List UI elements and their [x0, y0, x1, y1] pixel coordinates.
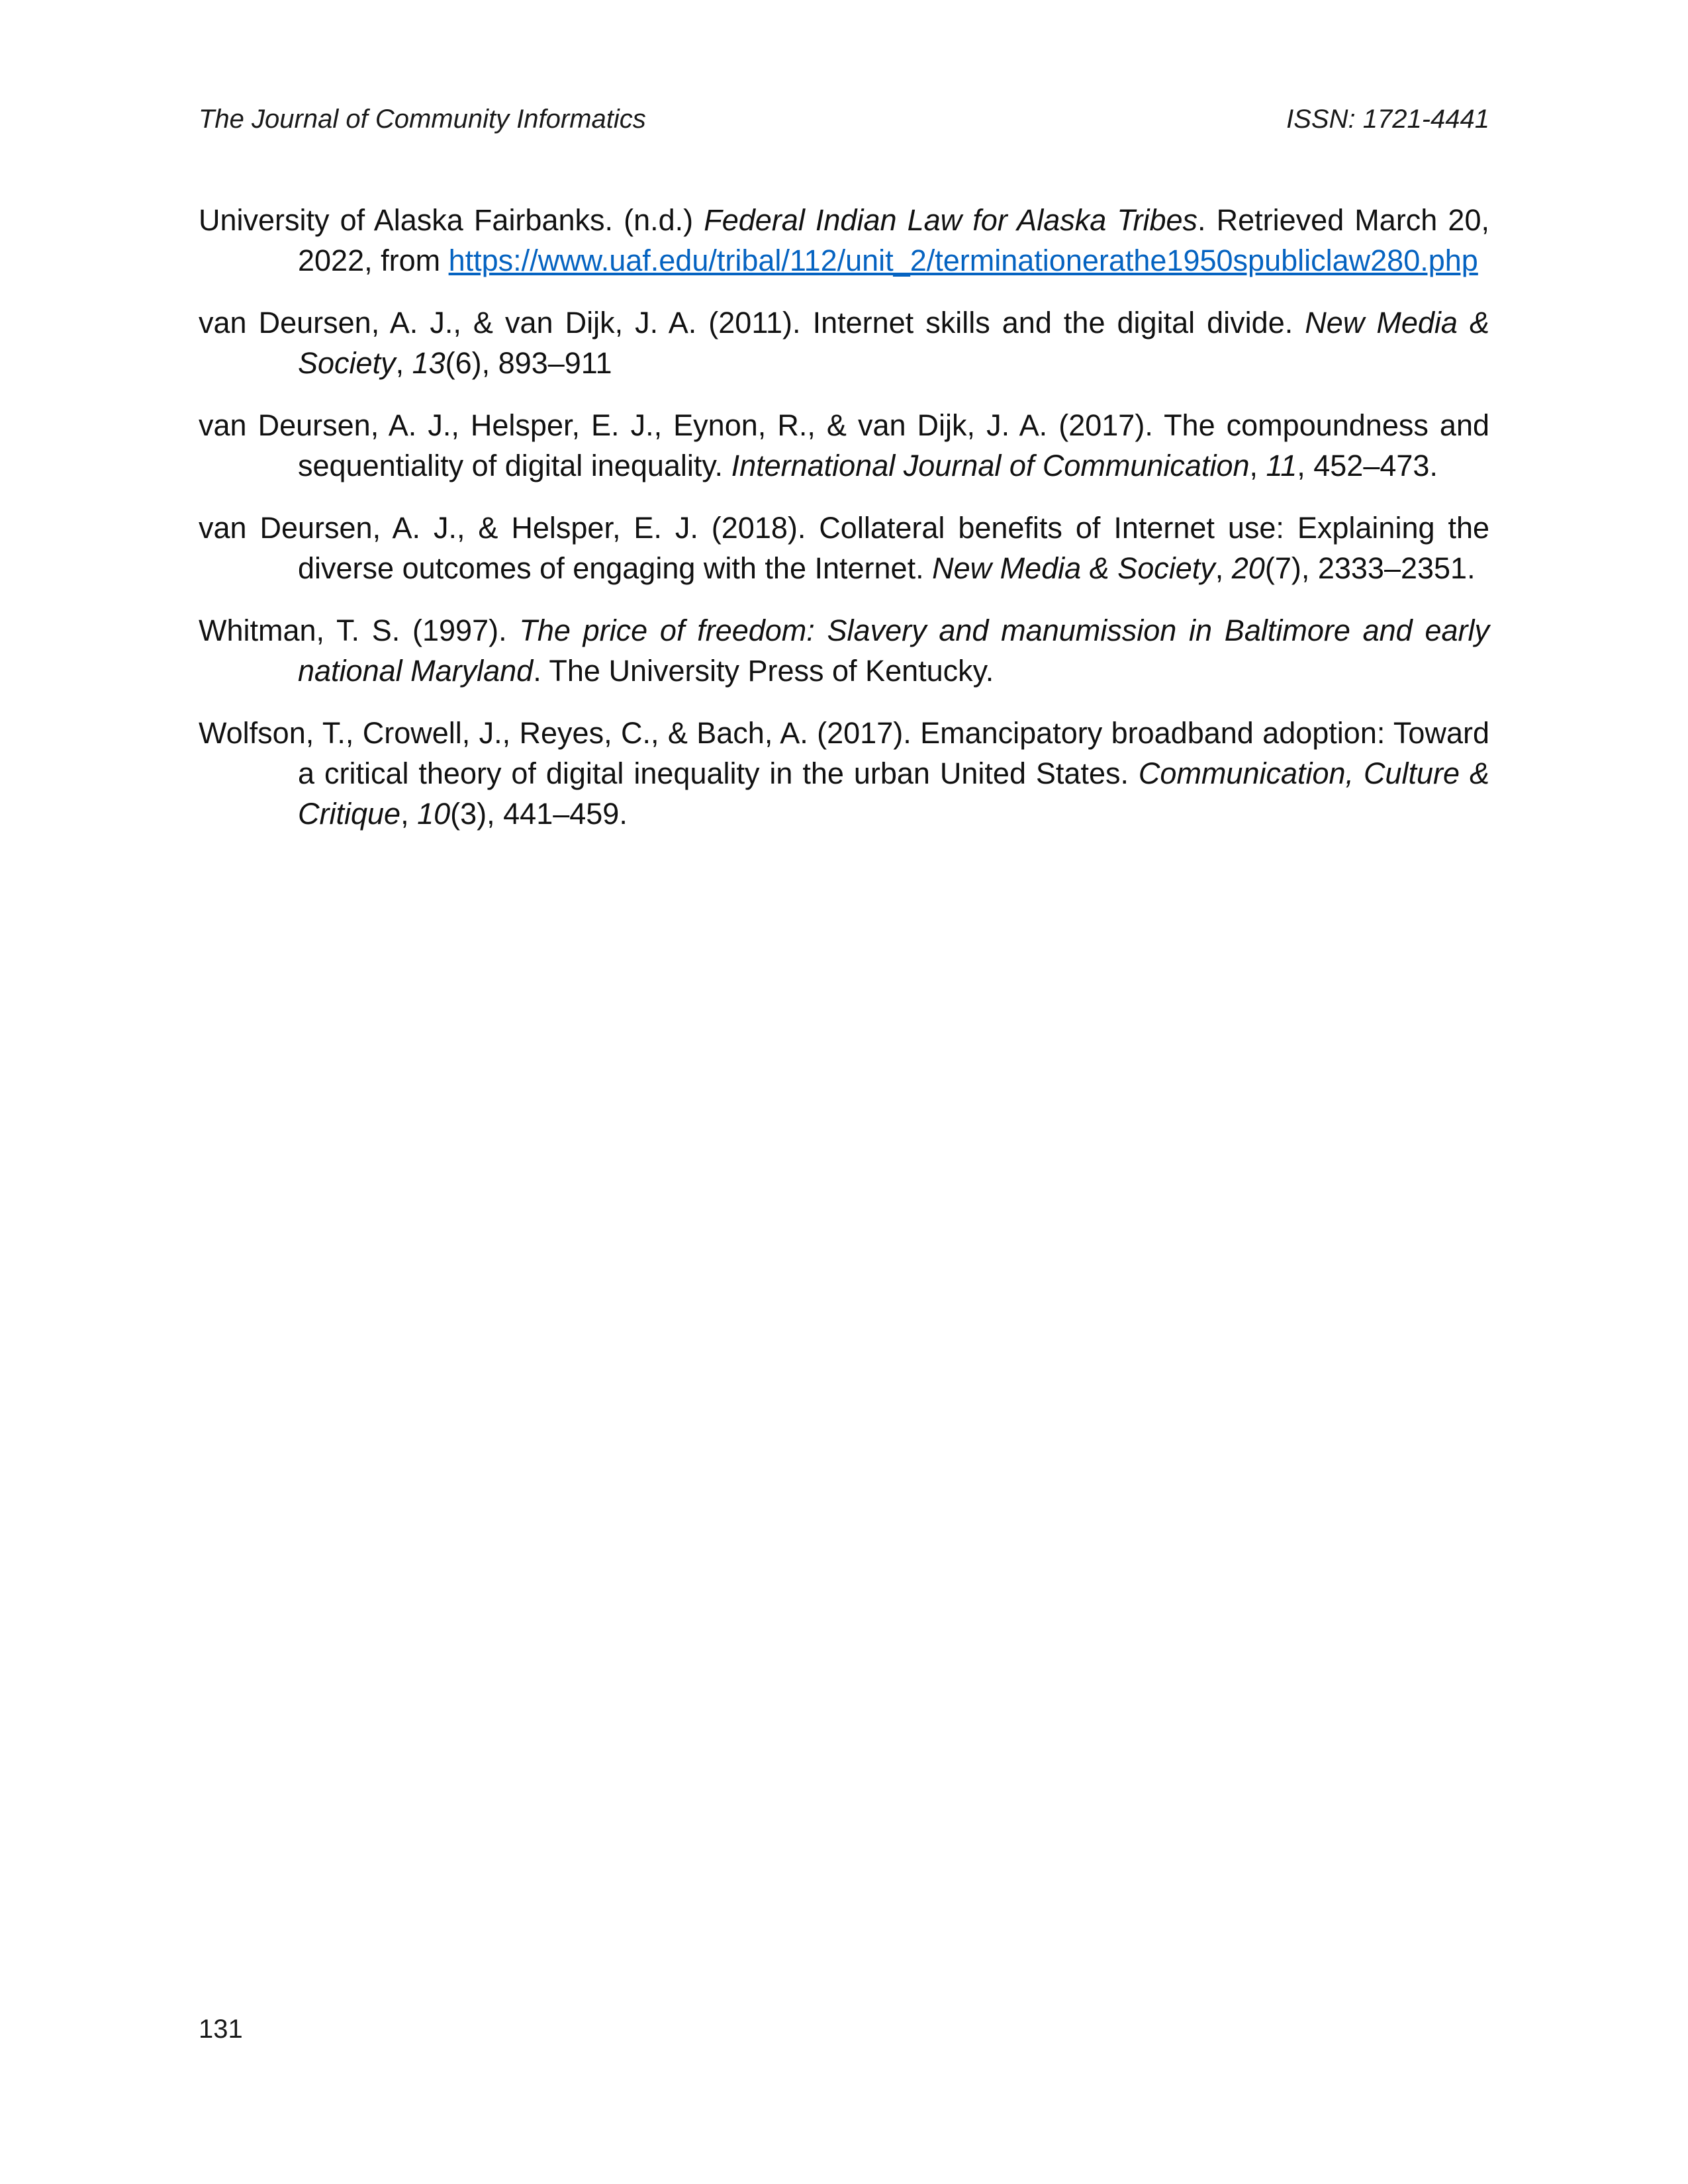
- reference-volume: 13: [412, 346, 445, 380]
- reference-separator: ,: [1249, 449, 1266, 482]
- reference-authors: van Deursen, A. J., Helsper, E. J., Eynon, R., & van Dijk, J. A. (2017). The compoundness and sequentiality of digital inequality.: [199, 408, 1489, 482]
- running-header: [199, 99, 1489, 139]
- page-number: 131: [199, 2015, 243, 2044]
- reference-authors: Whitman, T. S. (1997).: [199, 614, 520, 647]
- issn-label: ISSN: 1721-4441: [1286, 105, 1489, 134]
- reference-pages: (7), 2333–2351.: [1264, 551, 1476, 585]
- reference-title: Federal Indian Law for Alaska Tribes: [704, 203, 1198, 237]
- reference-authors: van Deursen, A. J., & van Dijk, J. A. (2011). Internet skills and the digital divide.: [199, 306, 1305, 340]
- reference-journal: International Journal of Communication: [731, 449, 1250, 482]
- reference-item-whitman-1997: [199, 610, 1489, 691]
- reference-pages: (3), 441–459.: [450, 797, 628, 831]
- reference-item-van-deursen-2011: [199, 302, 1489, 383]
- reference-journal: Communication, Culture & Critique: [298, 756, 1489, 831]
- reference-authors: University of Alaska Fairbanks. (n.d.): [199, 203, 704, 237]
- reference-volume: 10: [417, 797, 451, 831]
- reference-item-van-deursen-2018: [199, 508, 1489, 588]
- reference-authors: van Deursen, A. J., & Helsper, E. J. (2018). Collateral benefits of Internet use: Explaining the diverse outcomes of engaging with the Internet.: [199, 511, 1489, 585]
- reference-url-link[interactable]: https://www.uaf.edu/tribal/112/unit_2/terminationerathe1950spubliclaw280.php: [448, 244, 1478, 277]
- reference-pages: (6), 893–911: [445, 346, 612, 380]
- reference-separator: ,: [395, 346, 412, 380]
- reference-item-wolfson-2017: [199, 713, 1489, 834]
- reference-publisher: . The University Press of Kentucky.: [533, 654, 994, 688]
- reference-separator: ,: [1215, 551, 1232, 585]
- reference-authors: Wolfson, T., Crowell, J., Reyes, C., & Bach, A. (2017). Emancipatory broadband adoption: Toward a critical theory of digital inequality in the urban United States.: [199, 716, 1489, 790]
- journal-title: The Journal of Community Informatics: [199, 105, 646, 134]
- reference-separator: ,: [400, 797, 418, 831]
- reference-item-uaf: [199, 200, 1489, 281]
- reference-title: The price of freedom: Slavery and manumission in Baltimore and early national Maryland: [298, 614, 1489, 688]
- reference-retrieval: . Retrieved March 20, 2022, from: [298, 203, 1489, 277]
- reference-volume: 20: [1231, 551, 1265, 585]
- reference-pages: , 452–473.: [1297, 449, 1438, 482]
- reference-item-van-deursen-2017: [199, 405, 1489, 486]
- reference-journal: New Media & Society: [298, 306, 1490, 380]
- reference-list: [199, 200, 1489, 856]
- reference-journal: New Media & Society: [932, 551, 1215, 585]
- reference-volume: 11: [1266, 449, 1297, 482]
